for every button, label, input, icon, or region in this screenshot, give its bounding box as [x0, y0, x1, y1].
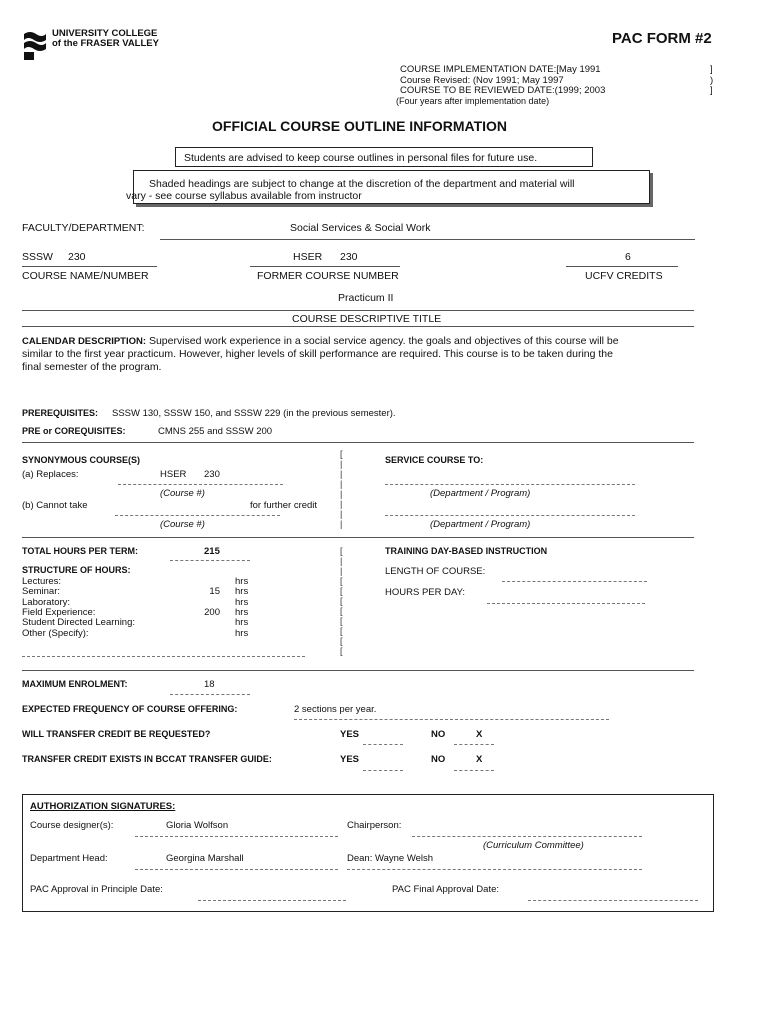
service-label: SERVICE COURSE TO: — [385, 455, 484, 465]
calendar-label: CALENDAR DESCRIPTION: — [22, 336, 147, 347]
head-label: Department Head: — [30, 853, 108, 864]
divider — [22, 442, 694, 443]
structure-label: STRUCTURE OF HOURS: — [22, 565, 131, 575]
enrolment-value: 18 — [204, 679, 215, 690]
notice-text-2b: vary - see course syllabus available from instructor — [126, 190, 362, 202]
ucfv-logo — [22, 30, 48, 65]
page-title: OFFICIAL COURSE OUTLINE INFORMATION — [212, 118, 508, 134]
hours-row-unit: hrs — [235, 606, 249, 618]
logo-line-2: of the FRASER VALLEY — [52, 38, 159, 49]
transfer-yes-line — [363, 744, 403, 745]
divider — [22, 670, 694, 671]
bccat-yes: YES — [340, 754, 360, 765]
total-hours-value: 215 — [204, 546, 220, 557]
credits-underline — [566, 266, 678, 267]
replaces-label: (a) Replaces: — [22, 469, 79, 480]
credits-label: UCFV CREDITS — [585, 270, 663, 282]
hours-row-label: Lectures: — [22, 576, 62, 587]
designer-value: Gloria Wolfson — [166, 820, 229, 831]
chair-signature-line — [412, 836, 642, 837]
course-hash-2: (Course #) — [160, 519, 205, 530]
course-subject: SSSW — [22, 251, 53, 263]
calendar-line-2: similar to the first year practicum. However, higher levels of skill performance are required. This course is to be taken during the — [22, 348, 613, 360]
bccat-no: NO — [431, 754, 446, 765]
prereq-label: PREREQUISITES: — [22, 408, 99, 418]
synonymous-label: SYNONYMOUS COURSE(S) — [22, 455, 141, 465]
former-underline — [250, 266, 400, 267]
hours-row-unit: hrs — [235, 617, 249, 629]
training-label: TRAINING DAY-BASED INSTRUCTION — [385, 546, 548, 556]
service-dept-1: (Department / Program) — [430, 488, 531, 499]
column-divider: [ | | [ [ [ [ [ [ [ [ — [340, 546, 343, 656]
pac-final-label: PAC Final Approval Date: — [392, 884, 500, 895]
implementation-date: COURSE IMPLEMENTATION DATE:[May 1991 — [400, 64, 601, 75]
course-title-value: Practicum II — [338, 292, 394, 304]
title-underline — [22, 310, 694, 311]
hours-underline — [22, 656, 305, 657]
ucfv-logo-mark-icon — [22, 30, 48, 62]
coreq-value: CMNS 255 and SSSW 200 — [158, 426, 273, 437]
bccat-yes-line — [363, 770, 403, 771]
head-value: Georgina Marshall — [166, 853, 244, 864]
frequency-value: 2 sections per year. — [294, 704, 377, 715]
revised-date: Course Revised: (Nov 1991; May 1997 — [400, 75, 564, 86]
faculty-value: Social Services & Social Work — [290, 222, 431, 234]
column-divider: [ | | | | | | | — [340, 449, 343, 529]
cannot-take-underline — [115, 515, 280, 516]
total-hours-label: TOTAL HOURS PER TERM: — [22, 546, 139, 556]
dean-signature-line — [347, 869, 642, 870]
notice-text-2a: Shaded headings are subject to change at the discretion of the department and material will — [149, 178, 575, 190]
hours-row-unit: hrs — [235, 627, 249, 639]
hours-row-value: 15 — [209, 586, 220, 598]
former-course-label: FORMER COURSE NUMBER — [257, 270, 399, 282]
transfer-yes: YES — [340, 729, 360, 740]
faculty-underline — [160, 239, 695, 240]
frequency-label: EXPECTED FREQUENCY OF COURSE OFFERING: — [22, 704, 238, 714]
replaces-underline — [118, 484, 283, 485]
hours-row-unit: hrs — [235, 596, 249, 608]
hours-row-label: Student Directed Learning: — [22, 617, 136, 629]
curriculum-label: (Curriculum Committee) — [483, 840, 584, 851]
replaces-number: 230 — [204, 469, 220, 480]
bracket: ] — [710, 64, 713, 75]
hours-row-unit: hrs — [235, 576, 249, 587]
course-title-label: COURSE DESCRIPTIVE TITLE — [292, 313, 442, 325]
calendar-line-3: final semester of the program. — [22, 361, 162, 373]
enrolment-label: MAXIMUM ENROLMENT: — [22, 679, 128, 689]
hours-row-value: 200 — [204, 606, 220, 618]
calendar-line-1 — [22, 335, 619, 347]
logo-line-1: UNIVERSITY COLLEGE — [52, 28, 158, 39]
notice-box-1 — [175, 147, 593, 167]
transfer-no-line — [454, 744, 494, 745]
calendar-text-1: Supervised work experience in a social service agency. the goals and objectives of this course will be — [148, 335, 619, 347]
bccat-label: TRANSFER CREDIT EXISTS IN BCCAT TRANSFER GUIDE: — [22, 754, 272, 764]
total-hours-underline — [170, 560, 250, 561]
hours-row-label: Other (Specify): — [22, 627, 89, 639]
enrolment-underline — [170, 694, 250, 695]
hours-row-label: Field Experience: — [22, 606, 96, 618]
bracket: ] — [710, 85, 713, 96]
service-dept-2: (Department / Program) — [430, 519, 531, 530]
frequency-underline — [294, 719, 609, 720]
coreq-label: PRE or COREQUISITES: — [22, 426, 126, 436]
pac-final-line — [528, 900, 698, 901]
pac-principle-label: PAC Approval in Principle Date: — [30, 884, 163, 895]
hours-row-unit: hrs — [235, 586, 249, 598]
cannot-take-label: (b) Cannot take — [22, 500, 88, 511]
transfer-x: X — [476, 729, 483, 740]
service-underline-1 — [385, 484, 635, 485]
designer-label: Course designer(s): — [30, 820, 114, 831]
pac-principle-line — [198, 900, 346, 901]
form-title: PAC FORM #2 — [612, 30, 712, 47]
course-underline — [22, 266, 157, 267]
course-name-label: COURSE NAME/NUMBER — [22, 270, 149, 282]
review-date: COURSE TO BE REVIEWED DATE:(1999; 2003 — [400, 85, 606, 96]
notice-box-2 — [126, 170, 650, 204]
bccat-x: X — [476, 754, 483, 765]
designer-signature-line — [135, 836, 338, 837]
former-subject: HSER — [293, 251, 323, 263]
hours-row-label: Laboratory: — [22, 596, 71, 608]
prereq-value: SSSW 130, SSSW 150, and SSSW 229 (in the previous semester). — [112, 408, 396, 419]
bccat-no-line — [454, 770, 494, 771]
dean-label: Dean: Wayne Welsh — [347, 853, 434, 864]
head-signature-line — [135, 869, 338, 870]
notice-text-1: Students are advised to keep course outlines in personal files for future use. — [184, 152, 538, 164]
credits-value: 6 — [625, 251, 631, 263]
chair-label: Chairperson: — [347, 820, 402, 831]
bracket: ) — [710, 75, 714, 86]
length-underline — [502, 581, 647, 582]
transfer-no: NO — [431, 729, 446, 740]
divider — [22, 537, 694, 538]
hours-per-day-underline — [487, 603, 645, 604]
hours-per-day-label: HOURS PER DAY: — [385, 587, 466, 598]
hours-row-label: Seminar: — [22, 586, 61, 598]
service-underline-2 — [385, 515, 635, 516]
replaces-subject: HSER — [160, 469, 187, 480]
four-years-note: (Four years after implementation date) — [396, 96, 550, 106]
divider — [22, 326, 694, 327]
transfer-label: WILL TRANSFER CREDIT BE REQUESTED? — [22, 729, 211, 739]
course-hash-1: (Course #) — [160, 488, 205, 499]
authorization-label: AUTHORIZATION SIGNATURES: — [30, 801, 176, 812]
former-number: 230 — [340, 251, 358, 263]
length-label: LENGTH OF COURSE: — [385, 566, 486, 577]
course-number: 230 — [68, 251, 86, 263]
further-credit-label: for further credit — [250, 500, 318, 511]
faculty-label: FACULTY/DEPARTMENT: — [22, 222, 145, 234]
